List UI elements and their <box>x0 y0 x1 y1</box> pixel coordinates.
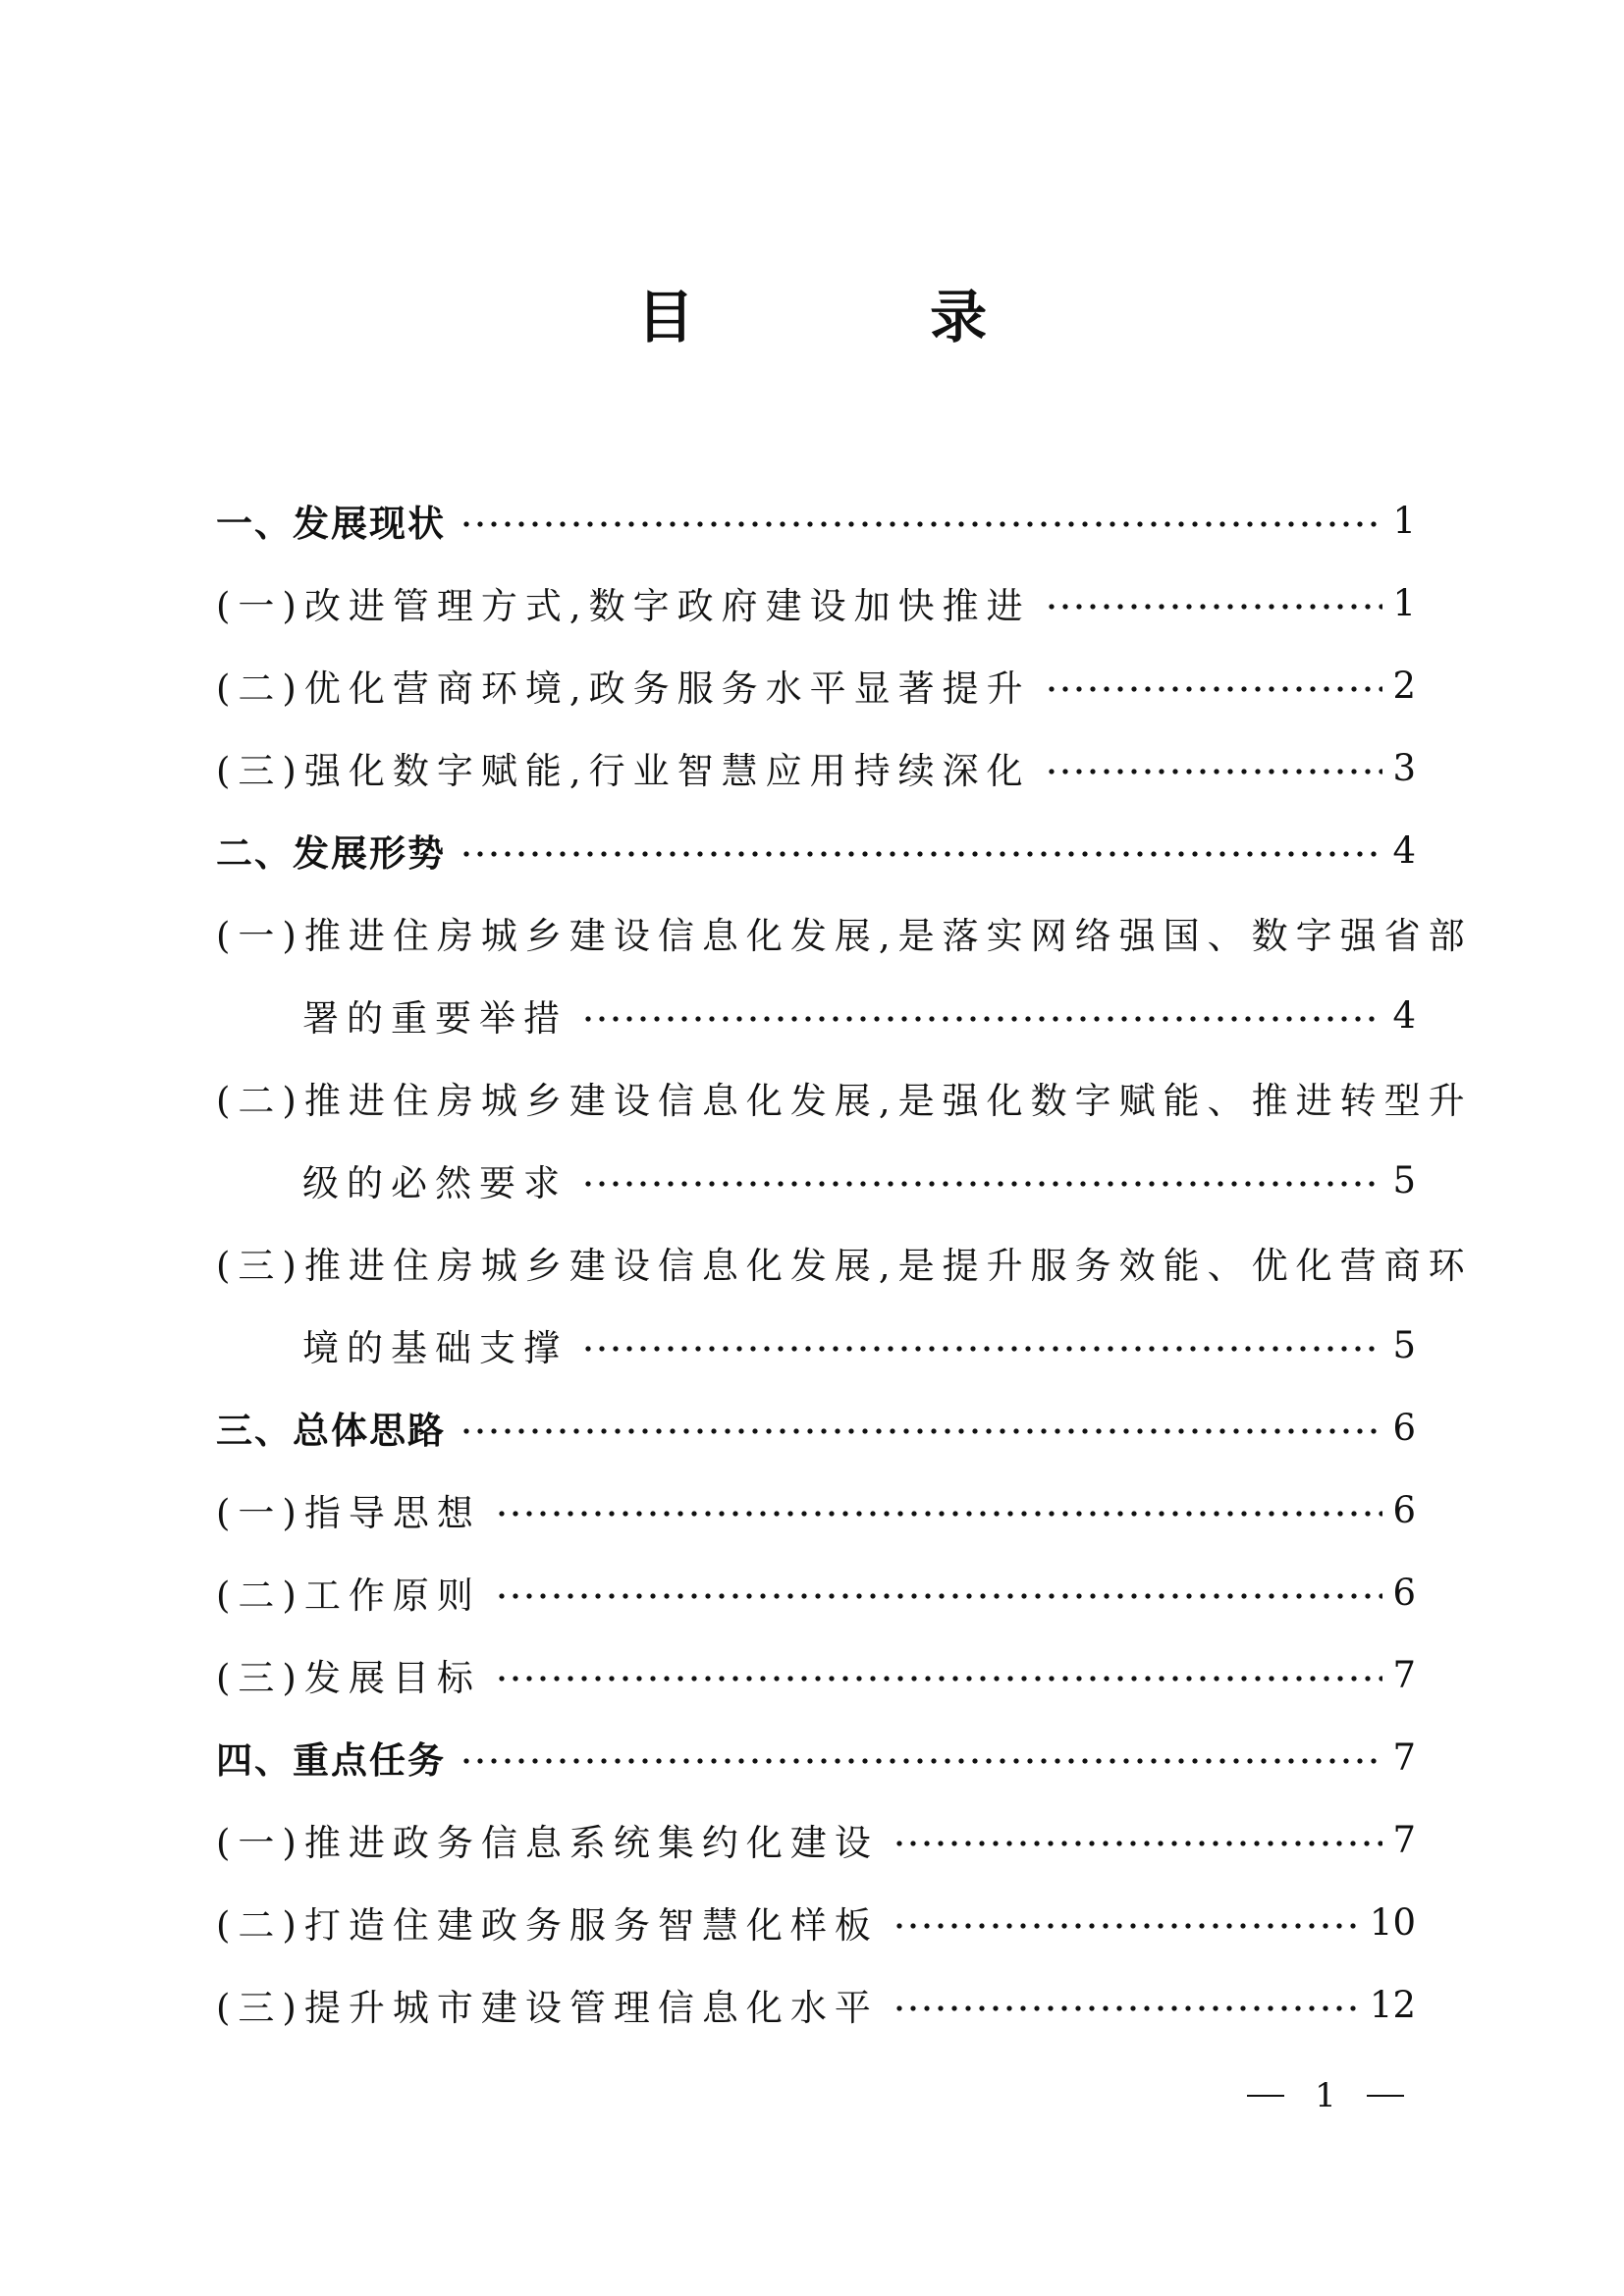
toc-entry-title: (三)强化数字赋能,行业智慧应用持续深化 <box>216 750 1031 792</box>
toc-entry-continuation[interactable] <box>302 986 1416 1044</box>
toc-entry[interactable] <box>216 1398 1416 1457</box>
toc-page-number: 6 <box>1392 1406 1416 1449</box>
toc-page-number: 1 <box>1392 499 1416 542</box>
toc-page-number: 7 <box>1392 1735 1416 1779</box>
toc-entry[interactable] <box>216 491 1416 550</box>
toc-entry-title: 四、重点任务 <box>216 1739 446 1782</box>
footer-dash-left <box>1247 2095 1284 2097</box>
toc-entry[interactable] <box>216 1563 1416 1622</box>
toc-page-number: 7 <box>1392 1653 1416 1696</box>
toc-entry[interactable] <box>216 738 1416 797</box>
toc-entry[interactable] <box>216 1728 1416 1787</box>
toc-entry[interactable] <box>216 1480 1416 1539</box>
dot-leader <box>1045 685 1383 693</box>
toc-entry-title: (一)指导思想 <box>216 1492 481 1534</box>
toc-page-number: 5 <box>1392 1323 1416 1366</box>
dot-leader <box>581 1345 1382 1353</box>
toc-entry[interactable] <box>216 656 1416 715</box>
toc-page-number: 10 <box>1369 1900 1416 1944</box>
toc-entry[interactable] <box>216 1893 1416 1951</box>
toc-entry[interactable] <box>216 903 1473 962</box>
dot-leader <box>495 1592 1383 1600</box>
dot-leader <box>495 1675 1383 1682</box>
toc-entry-title: (一)推进政务信息系统集约化建设 <box>216 1822 879 1864</box>
dot-leader <box>893 1922 1360 1930</box>
toc-entry-title: (三)发展目标 <box>216 1657 481 1699</box>
toc-page-number: 4 <box>1392 828 1416 872</box>
dot-leader <box>460 520 1382 528</box>
toc-entry-title: (一)推进住房城乡建设信息化发展,是落实网络强国、数字强省部 <box>216 915 1473 957</box>
toc-page-number: 7 <box>1392 1818 1416 1861</box>
toc-entry[interactable] <box>216 1645 1416 1704</box>
toc-entry-title: (二)推进住房城乡建设信息化发展,是强化数字赋能、推进转型升 <box>216 1080 1473 1122</box>
toc-entry[interactable] <box>216 573 1416 632</box>
toc-page-number: 3 <box>1392 746 1416 789</box>
page-title: 目 录 <box>636 284 1096 350</box>
toc-entry-continuation[interactable] <box>302 1150 1416 1209</box>
toc-entry-title-continuation: 级的必然要求 <box>302 1162 568 1204</box>
footer-page-number: 1 <box>1315 2076 1336 2115</box>
dot-leader <box>460 1757 1382 1765</box>
toc-page-number: 1 <box>1392 581 1416 624</box>
toc-entry-title: 三、总体思路 <box>216 1410 446 1452</box>
dot-leader <box>581 1180 1382 1188</box>
toc-entry-title-continuation: 境的基础支撑 <box>302 1327 568 1369</box>
toc-entry-title-continuation: 署的重要举措 <box>302 997 568 1040</box>
toc-entry[interactable] <box>216 1810 1416 1869</box>
toc-entry-title: (二)优化营商环境,政务服务水平显著提升 <box>216 667 1031 710</box>
toc-entry[interactable] <box>216 1975 1416 2034</box>
toc-entry[interactable] <box>216 821 1416 880</box>
footer-dash-right <box>1367 2095 1404 2097</box>
dot-leader <box>893 2004 1360 2012</box>
page-footer <box>1247 2074 1404 2117</box>
toc-entry-title: (一)改进管理方式,数字政府建设加快推进 <box>216 585 1031 627</box>
toc-entry-title: (三)提升城市建设管理信息化水平 <box>216 1987 879 2029</box>
toc-entry-title: (二)打造住建政务服务智慧化样板 <box>216 1904 879 1947</box>
toc-page-number: 6 <box>1392 1571 1416 1614</box>
toc-entry-title: 一、发展现状 <box>216 503 446 545</box>
dot-leader <box>495 1510 1383 1518</box>
toc-entry[interactable] <box>216 1068 1473 1127</box>
toc-entry-title: (二)工作原则 <box>216 1575 481 1617</box>
toc-page-number: 6 <box>1392 1488 1416 1531</box>
toc-entry-title: (三)推进住房城乡建设信息化发展,是提升服务效能、优化营商环 <box>216 1245 1473 1287</box>
dot-leader <box>460 850 1382 858</box>
dot-leader <box>1045 768 1383 775</box>
dot-leader <box>893 1840 1383 1847</box>
toc-page-number: 2 <box>1392 664 1416 707</box>
toc-entry-continuation[interactable] <box>302 1315 1416 1374</box>
toc-page-number: 4 <box>1392 993 1416 1037</box>
dot-leader <box>581 1015 1382 1023</box>
toc-page-number: 12 <box>1369 1983 1416 2026</box>
dot-leader <box>460 1427 1382 1435</box>
dot-leader <box>1045 603 1383 611</box>
toc-entry-title: 二、发展形势 <box>216 832 446 875</box>
toc-entry[interactable] <box>216 1233 1473 1292</box>
toc-page-number: 5 <box>1392 1158 1416 1201</box>
